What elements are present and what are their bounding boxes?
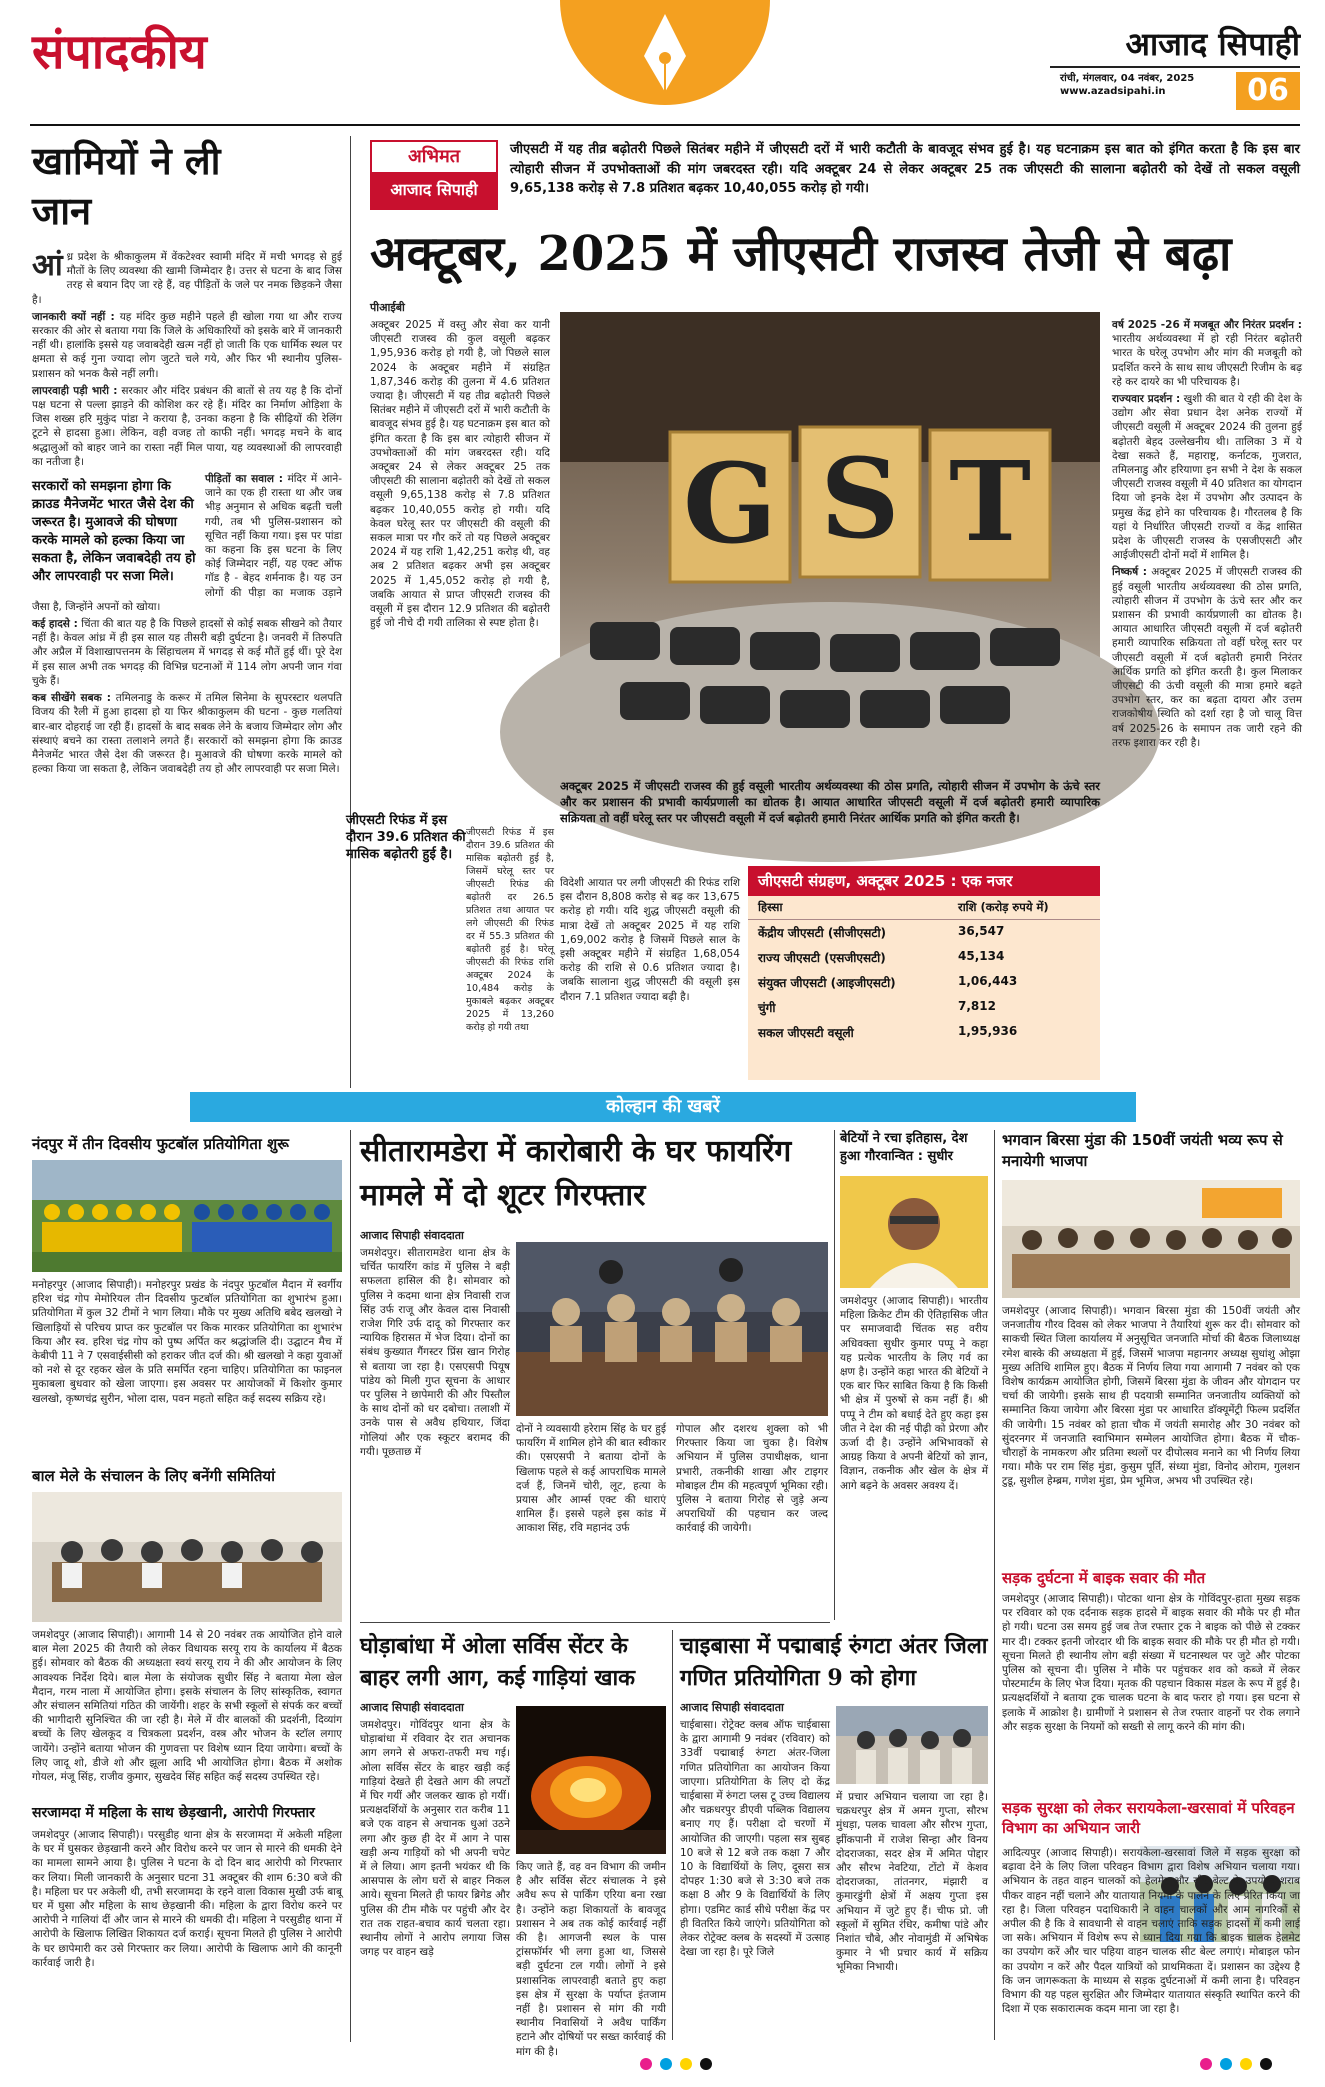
sitaram-col3: गोपाल और दशरथ शुक्ला को भी गिरफ्तार किया जा चुका है। विशेष अभियान में पुलिस उपाधीक्षक, थाना प्रभारी, तकनीकी शाखा और टाइगर मोबाइल टीम की महत्वपूर्ण भूमिका रही। पुलिस ने बताया गिरोह से जुड़े अन्य अपराधियों की पहचान कर जल्द कार्रवाई की जायेगी। <box>676 1423 828 1535</box>
fire-photo <box>516 1706 666 1854</box>
ghora-col2: किए जाते हैं, वह वन विभाग की जमीन है और सर्विस सेंटर संचालक ने इसे अवैध रूप से पार्किंग एरिया बना रखा है। उन्होंने कहा शिकायतों के बावजूद प्रशासन ने अब तक कोई कार्रवाई नहीं की है। आगजनी स्थल के पास ट्रांसफॉर्मर भी लगा हुआ था, जिससे बड़ी दुर्घटना टल गयी। लोगों ने इसे प्रशासनिक लापरवाही बताते हुए कहा इस क्षेत्र में सुरक्षा के पर्याप्त इंतजाम नहीं है। प्रशासन से मांग की गयी स्थानीय निवासियों ने अवैध पार्किंग हटाने और दोषियों पर सख्त कार्रवाई की मांग की है। <box>516 1861 666 2058</box>
gst-table-row: चुंगी 7,812 <box>758 999 996 1015</box>
page-number: 06 <box>1236 72 1300 110</box>
ghora-col1: जमशेदपुर। गोविंदपुर थाना क्षेत्र के घोड़ाबांधा में रविवार देर रात अचानक आग लगने से अफरा-तफरी मच गई। ओला सर्विस सेंटर के बाहर खड़ी कई गाड़ियां देखते ही देखते आग की लपटों में घिर गयीं और जलकर खाक हो गयीं। प्रत्यक्षदर्शियों के अनुसार रात करीब 11 बजे एक वाहन से अचानक धुआं उठने लगा और कुछ ही देर में आग ने पास खड़ी अन्य गाड़ियों को भी अपनी चपेट में ले लिया। आग इतनी भयंकर थी कि आसपास के लोग घरों से बाहर निकल आये। सूचना मिलते ही फायर ब्रिगेड और पुलिस की टीम मौके पर पहुंची और देर रात तक राहत-बचाव कार्य चलता रहा। स्थानीय लोगों ने आरोप लगाया जिस जगह पर वाहन खड़े <box>360 1719 511 1959</box>
svg-text:S: S <box>820 434 900 563</box>
column-divider <box>350 1130 351 2042</box>
print-register-marks <box>0 2054 1325 2074</box>
mela-headline: बाल मेले के संचालन के लिए बनेंगी समितियां <box>32 1467 275 1485</box>
sudhir-portrait <box>840 1176 988 1288</box>
safety-body: आदित्यपुर (आजाद सिपाही)। सरायकेला-खरसावां जिले में सड़क सुरक्षा को बढ़ावा देने के लिए जिला परिवहन विभाग द्वारा विशेष अभियान चलाया गया। अभियान के तहत वाहन चालकों को हेलमेट और सीट बेल्ट के उपयोग, शराब पीकर वाहन नहीं चलाने और यातायात नियमों के पालन के लिए प्रेरित किया जा रहा है। जिला परिवहन पदाधिकारी ने वाहन चालकों और आम नागरिकों से अपील की है कि वे सावधानी से वाहन चलाएं ताकि सड़क हादसों में कमी लाई जा सके। अभियान में विशेष रूप से ध्यान दिया गया कि बाइक चालक हेलमेट का उपयोग करें और चार पहिया वाहन चालक सीट बेल्ट लगाएं। मोबाइल फोन का उपयोग न करें और पैदल यात्रियों को प्राथमिकता दें। प्रशासन का उद्देश्य है कि जन जागरूकता के माध्यम से सड़क दुर्घटनाओं में कमी लाना है। परिवहन विभाग की यह पहल सुरक्षित और जिम्मेदार यातायात संस्कृति स्थापित करने की दिशा में एक सकारात्मक कदम माना जा रहा है। <box>1002 1847 1300 2016</box>
sitaram-col2: दोनों ने व्यवसायी हरेराम सिंह के घर हुई फायरिंग में शामिल होने की बात स्वीकार की। एसएसपी ने बताया दोनों के खिलाफ पहले से कई आपराधिक मामले दर्ज हैं, जिनमें चोरी, लूट, हत्या के प्रयास और आर्म्स एक्ट की धाराएं शामिल हैं। इससे पहले इस कांड में आकाश सिंह, रवि महानंद उर्फ <box>516 1423 666 1535</box>
opinion-tag-paper: आजाद सिपाही <box>372 172 496 208</box>
gst-table-row: केंद्रीय जीएसटी (सीजीएसटी) 36,547 <box>758 924 1005 940</box>
sitaram-press-photo <box>516 1242 828 1416</box>
editorial-title: खामियों ने ली जान <box>32 138 221 233</box>
gst-col3: विदेशी आयात पर लगी जीएसटी की रिफंड राशि इस दौरान 8,808 करोड़ से बढ़ कर 13,675 करोड़ हो गयी। यदि शुद्ध जीएसटी वसूली की मात्रा देखें तो अक्टूबर 2025 में यह राशि 1,69,002 करोड़ है जिसमें पिछले साल के इसी अक्टूबर महीने में संग्रहित 1,68,054 करोड़ की राशि से 0.6 प्रतिशत ज्यादा है। जबकि सालाना शुद्ध जीएसटी की वसूली इस दौरान 7.1 प्रतिशत ज्यादा बढ़ी है। <box>560 877 740 1003</box>
svg-text:G: G <box>683 439 777 568</box>
chaibasa-headline: चाइबासा में पद्माबाई रुंगटा अंतर जिला गणित प्रतियोगिता 9 को होगा <box>680 1633 988 1691</box>
drop-cap: आं <box>32 248 63 283</box>
column-divider <box>350 136 351 1088</box>
kolhan-banner-title: कोल्हान की खबरें <box>606 1096 720 1117</box>
gst-dice-illustration <box>560 312 1100 772</box>
paper-name: आजाद सिपाही <box>1125 25 1300 63</box>
birsa-meeting-photo <box>1002 1180 1300 1298</box>
gst-col2-text: जीएसटी रिफंड में इस दौरान 39.6 प्रतिशत की मासिक बढ़ोतरी हुई है, जिसमें घरेलू स्तर पर जीएसटी रिफंड की बढ़ोतरी दर 26.5 प्रतिशत तथा आयात पर लगे जीएसटी की रिफंड दर में 55.3 प्रतिशत की बढ़ोतरी हुई है। घरेलू जीएसटी की रिफंड राशि अक्टूबर 2024 के 10,484 करोड़ के मुकाबले बढ़कर अक्टूबर 2025 में 13,260 करोड़ हो गयी तथा <box>466 827 554 1033</box>
opinion-tag-label: अभिमत <box>372 142 496 172</box>
sarjamda-body: जमशेदपुर (आजाद सिपाही)। परसुडीह थाना क्षेत्र के सरजामदा में अकेली महिला के घर में घुसकर छेड़खानी करने और विरोध करने पर जान से मारने की धमकी देने का मामला सामने आया है। पुलिस ने घटना के दो दिन बाद आरोपी को गिरफ्तार कर लिया। मिली जानकारी के अनुसार घटना 31 अक्टूबर की शाम 6:30 बजे की है। महिला घर पर अकेली थी, तभी सरजामदा के रहने वाला विकास मुखी उर्फ बाबू घर में घुसा और महिला के साथ छेड़खानी की। महिला के द्वारा विरोध करने पर आरोपी ने गालियां दीं और जान से मारने की धमकी दी। महिला ने परसुडीह थाना में आरोपी के खिलाफ लिखित शिकायत दर्ज कराई। सूचना मिलते ही पुलिस ने आरोपी के घर छापेमारी कर उसे गिरफ्तार कर लिया। आरोपी के खिलाफ आगे की कानूनी कार्रवाई जारी है। <box>32 1829 342 1969</box>
gst-table <box>748 866 1100 1080</box>
safety-headline: सड़क सुरक्षा को लेकर सरायकेला-खरसावां में परिवहन विभाग का अभियान जारी <box>1002 1799 1295 1837</box>
gst-table-head-amount: राशि (करोड़ रुपये में) <box>958 900 1049 914</box>
photo-caption: अक्टूबर 2025 में जीएसटी राजस्व की हुई वसूली भारतीय अर्थव्यवस्था की ठोस प्रगति, त्योहारी सीजन में उपभोग के ऊंचे स्तर और कर प्रशासन की प्रभावी कार्यप्रणाली का द्योतक है। आयात आधारित जीएसटी वसूली में दर्ज बढ़ोतरी हमारी व्यापारिक सक्रियता तो वहीं घरेलू स्तर पर जीएसटी वसूली में दर्ज बढ़ोतरी हमारी निरंतर आर्थिक प्रगति को इंगित करती है। <box>560 779 1100 825</box>
gst-right-column: वर्ष 2025 -26 में मजबूत और निरंतर प्रदर्शन : भारतीय अर्थव्यवस्था में हो रही निरंतर बढ़ोतरी भारत के घरेलू उपभोग और मांग की मजबूती को प्रदर्शित करने के साथ साथ जीएसटी रिजीम के बढ़ रहे कर दायरे का भी परिचायक है। राज्यवार प्रदर्शन : खुशी की बात ये रही की देश के उद्योग और सेवा प्रधान देश अनेक राज्यों में जीएसटी वसूली में अक्टूबर 2024 की तुलना हुई बढ़ोतरी बेहद उल्लेखनीय थी। तालिका 3 में ये देखा सकते हैं, महाराष्ट्र, कर्नाटक, गुजरात, तमिलनाडु और हरियाणा इन सभी ने देश के सकल जीएसटी राजस्व वसूली में 40 प्रतिशत का योगदान दिया जो इनके देश में उपभोग और उत्पादन के प्रमुख केंद्र होने का परिचायक है। गौरतलब है कि यहां ये निर्धारित जीएसटी राज्यों व केंद्र शासित प्रदेश के जीएसटी राजस्व के एसजीएसटी और आईजीएसटी दोनों मदों में शामिल है। निष्कर्ष : अक्टूबर 2025 में जीएसटी राजस्व की हुई वसूली भारतीय अर्थव्यवस्था की ठोस प्रगति, त्योहारी सीजन में उपभोग के ऊंचे स्तर और कर प्रशासन की प्रभावी कार्यप्रणाली का द्योतक है। आयात आधारित जीएसटी वसूली में दर्ज बढ़ोतरी हमारी व्यापारिक सक्रियता तो वहीं घरेलू स्तर पर जीएसटी वसूली में दर्ज बढ़ोतरी हमारी निरंतर आर्थिक प्रगति को इंगित करती है। कुल मिलाकर जीएसटी की ऊंची वसूली की मात्रा हमारे बढ़ते उपभोग स्तर, कर का बढ़ता दायरा और उत्तम राजकोषीय स्थिति को दर्शा रहा है जो चालू वित्त वर्ष 2025-26 के समापन तक जारी रहने की तरफ इशारा कर रही है। <box>1112 319 1302 749</box>
gst-table-row: राज्य जीएसटी (एसजीएसटी) 45,134 <box>758 949 1005 965</box>
opinion-tag <box>370 140 498 210</box>
gst-credit: पीआईबी <box>370 301 405 314</box>
gst-table-row: सकल जीएसटी वसूली 1,95,936 <box>758 1024 1018 1040</box>
kolhan-banner <box>190 1092 1136 1122</box>
masthead-rule <box>1050 66 1300 68</box>
mela-body: जमशेदपुर (आजाद सिपाही)। आगामी 14 से 20 नवंबर तक आयोजित होने वाले बाल मेला 2025 की तैयारी को लेकर विधायक सरयू राय के कार्यालय में बैठक हुई। सोमवार को बैठक की अध्यक्षता स्वयं सरयू राय ने की और आयोजन के लिए आवश्यक निर्देश दिये। बाल मेला के संयोजक सुधीर सिंह ने बताया मेला खेल मैदान, गरम नाला में आयोजित होगा। इसके संचालन के लिए सांस्कृतिक, स्वागत और संचालन समितियां गठित की जायेंगी। शहर के सभी स्कूलों से संपर्क कर बच्चों की भागीदारी सुनिश्चित की जा रही है। मेले में वीर बालकों की प्रदर्शनी, दिव्यांग बच्चों के लिए खेलकूद व चित्रकला प्रदर्शन, वस्त्र और भोजन के स्टॉल लगाए जायेंगे। उन्होंने बताया भोजन की गुणवत्ता पर विशेष ध्यान दिया जायेगा। बच्चों के लिए जादू शो, डीजे शो और झूला आदि भी आयोजित होगा। बैठक में अशोक गोयल, मंजू सिंह, राजीव कुमार, सुखदेव सिंह सहित कई सदस्य उपस्थित रहे। <box>32 1629 342 1784</box>
dateline: रांची, मंगलवार, 04 नवंबर, 2025 <box>1060 73 1195 84</box>
sudhir-body: जमशेदपुर (आजाद सिपाही)। भारतीय महिला क्रिकेट टीम की ऐतिहासिक जीत पर समाजवादी चिंतक सह वरीय अधिवक्ता सुधीर कुमार पप्पू ने कहा यह प्रत्येक भारतीय के लिए गर्व का क्षण है। उन्होंने कहा भारत की बेटियों ने एक बार फिर साबित किया है कि किसी भी क्षेत्र में पुरुषों से कम नहीं हैं। श्री पप्पू ने टीम को बधाई देते हुए कहा इस जीत ने देश की नई पीढ़ी को प्रेरणा और ऊर्जा दी है। उन्होंने अभिभावकों से आग्रह किया वे अपनी बेटियों को ज्ञान, विज्ञान, तकनीक और खेल के क्षेत्र में आगे बढ़ने के अवसर अवश्य दें। <box>840 1295 988 1492</box>
accident-body: जमशेदपुर (आजाद सिपाही)। पोटका थाना क्षेत्र के गोविंदपुर-हाता मुख्य सड़क पर रविवार को एक दर्दनाक सड़क हादसे में बाइक सवार की मौके पर ही मौत हो गयी। घटना उस समय हुई जब तेज रफ्तार ट्रक ने बाइक को पीछे से टक्कर मार दी। टक्कर इतनी जोरदार थी कि बाइक सवार की मौके पर ही मौत हो गयी। सूचना मिलते ही स्थानीय लोग बड़ी संख्या में घटनास्थल पर जुटे और पोटका पुलिस को सूचना दी। पुलिस ने मौके पर पहुंचकर शव को कब्जे में लेकर पोस्टमार्टम के लिए भेज दिया। मृतक की पहचान विकास मंडल के रूप में हुई है। प्रत्यक्षदर्शियों ने बताया ट्रक चालक घटना के बाद फरार हो गया। इस घटना से इलाके में आक्रोश है। ग्रामीणों ने प्रशासन से तेज रफ्तार वाहनों पर रोक लगाने और सड़क सुरक्षा के नियमों को सख्ती से लागू करने की मांग की। <box>1002 1593 1300 1733</box>
birsa-body: जमशेदपुर (आजाद सिपाही)। भगवान बिरसा मुंडा की 150वीं जयंती और जनजातीय गौरव दिवस को लेकर भाजपा ने तैयारियां शुरू कर दी। सोमवार को साकची स्थित जिला कार्यालय में अनुसूचित जनजाति मोर्चा की बैठक जिलाध्यक्ष रमेश बास्के की अध्यक्षता में हुई, जिसमें भाजपा महानगर अध्यक्ष सुधांशु ओझा मुख्य अतिथि शामिल हुए। बैठक में निर्णय लिया गया आगामी 7 नवंबर को एक विशेष कार्यक्रम आयोजित होगी, जिसमें बिरसा मुंडा के जीवन और योगदान पर चर्चा की जायेगी। इसके साथ ही पदयात्री सम्मानित जनजातीय व्यक्तियों को सम्मानित किया जायेगा और बिरसा मुंडा पर आधारित डॉक्यूमेंट्री फिल्म प्रदर्शित की जायेगी। 15 नवंबर को हाता चौक में जयंती समारोह और 30 नवंबर को सुंदरनगर में जनजाति स्वाभिमान सम्मेलन आयोजित होगा। बैठक में चौक-चौराहों के नामकरण और प्रतिमा स्थलों पर दीपोत्सव मनाने का भी निर्णय लिया गया। मौके पर राम सिंह मुंडा, कुसुम पूर्ति, संध्या मुंडा, विनोद ओराम, गुलशन टुडू, सुशील हेम्ब्रम, गणेश मुंडा, प्रेम भूमिज, अभय भी उपस्थित रहे। <box>1002 1305 1300 1488</box>
masthead <box>0 0 1325 118</box>
divider <box>30 124 1300 126</box>
birsa-headline: भगवान बिरसा मुंडा की 150वीं जयंती भव्य रूप से मनायेगी भाजपा <box>1002 1131 1283 1170</box>
sitaram-headline: सीतारामडेरा में कारोबारी के घर फायरिंग मामले में दो शूटर गिरफ्तार <box>360 1134 792 1213</box>
chaibasa-byline: आजाद सिपाही संवाददाता <box>680 1701 784 1714</box>
gst-intro: जीएसटी में यह तीव्र बढ़ोतरी पिछले सितंबर महीने में जीएसटी दरों में भारी कटौती के बावजूद संभव हुई है। यह घटनाक्रम इस बात को इंगित करता है कि इस बार त्योहारी सीजन में उपभोक्ताओं की मांग जबरदस्त रही। यदि अक्टूबर 24 से लेकर अक्टूबर 25 तक जीएसटी की सालाना बढ़ोतरी को देखें तो सकल वसूली 9,65,138 करोड़ से 7.8 प्रतिशत बढ़कर 10,40,055 करोड़ हो गयी। <box>510 142 1300 196</box>
sarjamda-headline: सरजामदा में महिला के साथ छेड़खानी, आरोपी गिरफ्तार <box>32 1805 315 1821</box>
divider <box>360 1622 830 1623</box>
gst-table-title: जीएसटी संग्रहण, अक्टूबर 2025 : एक नजर <box>748 866 1100 896</box>
sitaram-col1: जमशेदपुर। सीतारामडेरा थाना क्षेत्र के चर्चित फायरिंग कांड में पुलिस ने बड़ी सफलता हासिल की है। सोमवार को पुलिस ने कदमा थाना क्षेत्र निवासी राज सिंह उर्फ राजू और केवल दास निवासी राजेश गिरि उर्फ दादू को गिरफ्तार कर न्यायिक हिरासत में भेज दिया। दोनों का संबंध कुख्यात गैंगस्टर प्रिंस खान गिरोह से बताया जा रहा है। एसएसपी पियूष पांडेय को मिली गुप्त सूचना के आधार पर पुलिस ने छापेमारी की और पिस्तौल के साथ दोनों को धर दबोचा। तलाशी में उनके पास से अवैध हथियार, जिंदा गोलियां और एक स्कूटर बरामद की गयी। पूछताछ में <box>360 1247 510 1458</box>
chaibasa-col1: चाईबासा। रोट्रेक्ट क्लब ऑफ चाईबासा के द्वारा आगामी 9 नवंबर (रविवार) को 33वीं पद्माबाई रुंगटा अंतर-जिला गणित प्रतियोगिता का आयोजन किया जाएगा। प्रतियोगिता के लिए दो केंद्र चाईबासा में रुंगटा प्लस टू उच्च विद्यालय और चक्रधरपुर डीएवी पब्लिक विद्यालय बनाए गए हैं। परीक्षा दो चरणों में आयोजित की जाएगी। पहला सत्र सुबह 10 बजे से 12 बजे तक कक्षा 7 और 10 के विद्यार्थियों के लिए, दूसरा सत्र दोपहर 1:30 बजे से 3:30 बजे तक कक्षा 8 और 9 के विद्यार्थियों के लिए होगा। एडमिट कार्ड सीधे परीक्षा केंद्र पर ही वितरित किये जाएंगे। प्रतियोगिता को लेकर रोट्रेक्ट क्लब के सदस्यों में उत्साह देखा जा रहा है। पूरे जिले <box>680 1719 830 1959</box>
gst-photo <box>560 312 1100 772</box>
sudhir-headline: बेटियों ने रचा इतिहास, देश हुआ गौरवान्वित : सुधीर <box>840 1131 968 1164</box>
mela-meeting-photo <box>32 1492 342 1622</box>
editorial-body: आंध्र प्रदेश के श्रीकाकुलम में वेंकटेश्वर स्वामी मंदिर में मची भगदड़ से हुई मौतों के लिए व्यवस्था की खामी जिम्मेदार है। उत्तर से घटना के बाद जिस तरह से बयान दिए जा रहे हैं, वह पीड़ितों के जले पर नमक छिड़कने जैसा है। जानकारी क्यों नहीं : यह मंदिर कुछ महीने पहले ही खोला गया था और राज्य सरकार की ओर से बताया गया कि जिले के अधिकारियों को इसके बारे में जानकारी नहीं थी। हालांकि इससे यह जवाबदेही खत्म नहीं हो जाती कि एक धार्मिक स्थल पर क्षमता से कई गुना ज्यादा लोग जुटते चले गये, और फिर भी स्थानीय पुलिस-प्रशासन को भनक कैसे नहीं लगी। लापरवाही पड़ी भारी : सरकार और मंदिर प्रबंधन की बातों से तय यह है कि दोनों पक्ष घटना से पल्ला झाड़ने की कोशिश कर रहे हैं। मंदिर का निर्माण ओड़िशा के जिस शख्स हरि मुकुंद पांडा ने कराया है, उनका कहना है कि सीढ़ियों की रेलिंग टूटने से हादसा हुआ। लेकिन, वही वजह तो काफी नहीं। भगदड़ मचने के बाद श्रद्धालुओं को बाहर जाने का रास्ता नहीं मिल पाया, यह व्यवस्थाओं की लापरवाही का नतीजा है। सरकारों को समझना होगा कि क्राउड मैनेजमेंट भारत जैसे देश की जरूरत है। मुआवजे की घोषणा करके मामले को हल्का किया जा सकता है, लेकिन जवाबदेही तय हो और लापरवाही पर सजा मिले। पीड़ितों का सवाल : मंदिर में आने-जाने का एक ही रास्ता था और जब भीड़ अनुमान से अधिक बढ़ती चली गयी, तब भी पुलिस-प्रशासन को सूचित नहीं किया गया। इस पर पांडा का कहना कि इस घटना के लिए कोई जिम्मेदार नहीं, यह एक्ट ऑफ गॉड है - बेहद शर्मनाक है। यह उन लोगों की पीड़ा का मजाक उड़ाने जैसा है, जिन्होंने अपनों को खोया। कई हादसे : चिंता की बात यह है कि पिछले हादसों से कोई सबक सीखने को तैयार नहीं है। केवल आंध्र में ही इस साल यह तीसरी बड़ी दुर्घटना है। जनवरी में तिरुपति और अप्रैल में विशाखापत्तनम के सिंहाचलम में भगदड़ से कई मौतें हुई थीं। पूरे देश में इस साल अभी तक भगदड़ की विभिन्न घटनाओं में 114 लोग अपनी जान गंवा चुके हैं। कब सीखेंगे सबक : तमिलनाडु के करूर में तमिल सिनेमा के सुपरस्टार थलपति विजय की रैली में हुआ हादसा हो या फिर श्रीकाकुलम की घटना - कुछ गलतियां बार-बार दोहराई जा रही हैं। हादसों के बाद सबक लेने के बजाय जिम्मेदार लोग और संस्थाएं बचने का रास्ता तलाशने लगते हैं। सरकारों को समझना होगा कि क्राउड मैनेजमेंट भारत जैसे देश की जरूरत है। मुआवजे की घोषणा करके मामले को हल्का किया जा सकता है, लेकिन जवाबदेही तय हो और लापरवाही पर सजा मिले। <box>32 248 343 776</box>
gst-table-head-part: हिस्सा <box>758 900 783 914</box>
refund-pull-quote: जीएसटी रिफंड में इस दौरान 39.6 प्रतिशत की मासिक बढ़ोतरी हुई है। <box>346 813 466 862</box>
column-divider <box>672 1630 673 2040</box>
sitaram-byline: आजाद सिपाही संवाददाता <box>360 1229 464 1242</box>
ghora-byline: आजाद सिपाही संवाददाता <box>360 1701 464 1714</box>
chaibasa-photo <box>836 1706 988 1784</box>
section-title: संपादकीय <box>32 24 207 80</box>
football-body: मनोहरपुर (आजाद सिपाही)। मनोहरपुर प्रखंड के नंदपुर फुटबॉल मैदान में स्वर्गीय हरिश चंद्र गोप मेमोरियल तीन दिवसीय फुटबॉल प्रतियोगिता का शुभारंभ हुआ। प्रतियोगिता में कुल 32 टीमों ने भाग लिया। मौके पर मुख्य अतिथि बबेद खलखो ने खिलाड़ियों से परिचय प्राप्त कर फुटबॉल पर किक मारकर प्रतियोगिता का शुभारंभ किया और स्व. हरिश चंद्र गोप को पुष्प अर्पित कर श्रद्धांजलि दी। उद्घाटन मैच में केबीपी 11 ने 7 एसवाईसीसी को हराकर जीत दर्ज की। श्री खलखो ने कहा युवाओं को नशे से दूर रहकर खेल के प्रति समर्पित रहना चाहिए। प्रतियोगिता का फाइनल मुकाबला बुधवार को खेला जाएगा। इस अवसर पर आयोजकों में किशोर कुमार खलखो, कृष्णचंद्र सुरीन, भोला दास, पवन महतो सहित कई सदस्य सक्रिय रहे। <box>32 1279 342 1405</box>
football-team-photo <box>32 1160 342 1272</box>
accident-headline: सड़क दुर्घटना में बाइक सवार की मौत <box>1002 1569 1206 1587</box>
gst-table-row: संयुक्त जीएसटी (आइजीएसटी) 1,06,443 <box>758 974 1018 990</box>
editorial-pull-quote: सरकारों को समझना होगा कि क्राउड मैनेजमेंट भारत जैसे देश की जरूरत है। मुआवजे की घोषणा करके मामले को हल्का किया जा सकता है, लेकिन जवाबदेही तय हो और लापरवाही पर सजा मिले। <box>32 479 196 585</box>
pen-nib-emblem-icon <box>560 0 770 118</box>
svg-text:T: T <box>949 437 1031 566</box>
website[interactable]: www.azadsipahi.in <box>1060 86 1166 97</box>
football-headline: नंदपुर में तीन दिवसीय फुटबॉल प्रतियोगिता शुरू <box>32 1135 289 1153</box>
gst-headline: अक्टूबर, 2025 में जीएसटी राजस्व तेजी से बढ़ा <box>370 226 1232 282</box>
column-divider <box>994 1130 995 2040</box>
gst-col1: अक्टूबर 2025 में वस्तु और सेवा कर यानी जीएसटी राजस्व की कुल वसूली बढ़कर 1,95,936 करोड़ हो गयी है, जो पिछले साल 2024 के अक्टूबर महीने में संग्रहित 1,87,346 करोड़ की तुलना में 4.6 प्रतिशत ज्यादा है। जीएसटी में यह तीव्र बढ़ोतरी पिछले सितंबर महीने में जीएसटी दरों में भारी कटौती के बावजूद संभव हुई है। यह घटनाक्रम इस बात को इंगित करता है कि इस बार त्योहारी सीजन में उपभोक्ताओं की मांग जबरदस्त रही। यदि अक्टूबर 24 से लेकर अक्टूबर 25 तक जीएसटी की सालाना बढ़ोतरी को देखें तो सकल वसूली 9,65,138 करोड़ से 7.8 प्रतिशत बढ़कर 10,40,055 करोड़ हो गयी। यदि केवल घरेलू स्तर पर जीएसटी की वसूली की सकल मात्रा पर गौर करें तो यह पिछले अक्टूबर 2024 में यह राशि 1,42,251 करोड़ थी, वह अब 2 प्रतिशत बढ़कर अभी इस अक्टूबर 2025 में 1,45,052 करोड़ हो गयी है, जबकि आयात से प्राप्त जीएसटी राजस्व की वसूली में इस दौरान 12.9 प्रतिशत की बढ़ोतरी हुई जो नीचे दी गयी तालिका से स्पष्ट होता है। <box>370 319 550 630</box>
ghora-headline: घोड़ाबांधा में ओला सर्विस सेंटर के बाहर लगी आग, कई गाड़ियां खाक <box>360 1633 636 1691</box>
chaibasa-col2: में प्रचार अभियान चलाया जा रहा है। चक्रधरपुर क्षेत्र में अमन गुप्ता, सौरभ मुंधड़ा, पलक चावला और सौरभ गुप्ता, झींकपानी में राजेश सिन्हा और विनय दोदराजका, सदर क्षेत्र में अमित पोद्दार और सौरभ नेवटिया, टोंटो में केशव दोदराजका, तांतनगर, मंझारी व कुमारडुंगी क्षेत्रों में अक्षय गुप्ता इस अभियान में जुटे हुए हैं। चीफ प्रो. जी स्कूलों में सुमित रंधिर, कमीषा पांडे और निशांत चौबे, और नोवामुंडी में अभिषेक कुमार ने भी प्रचार कार्य में सक्रिय भूमिका निभायी। <box>836 1791 988 1974</box>
column-divider <box>834 1130 835 1620</box>
